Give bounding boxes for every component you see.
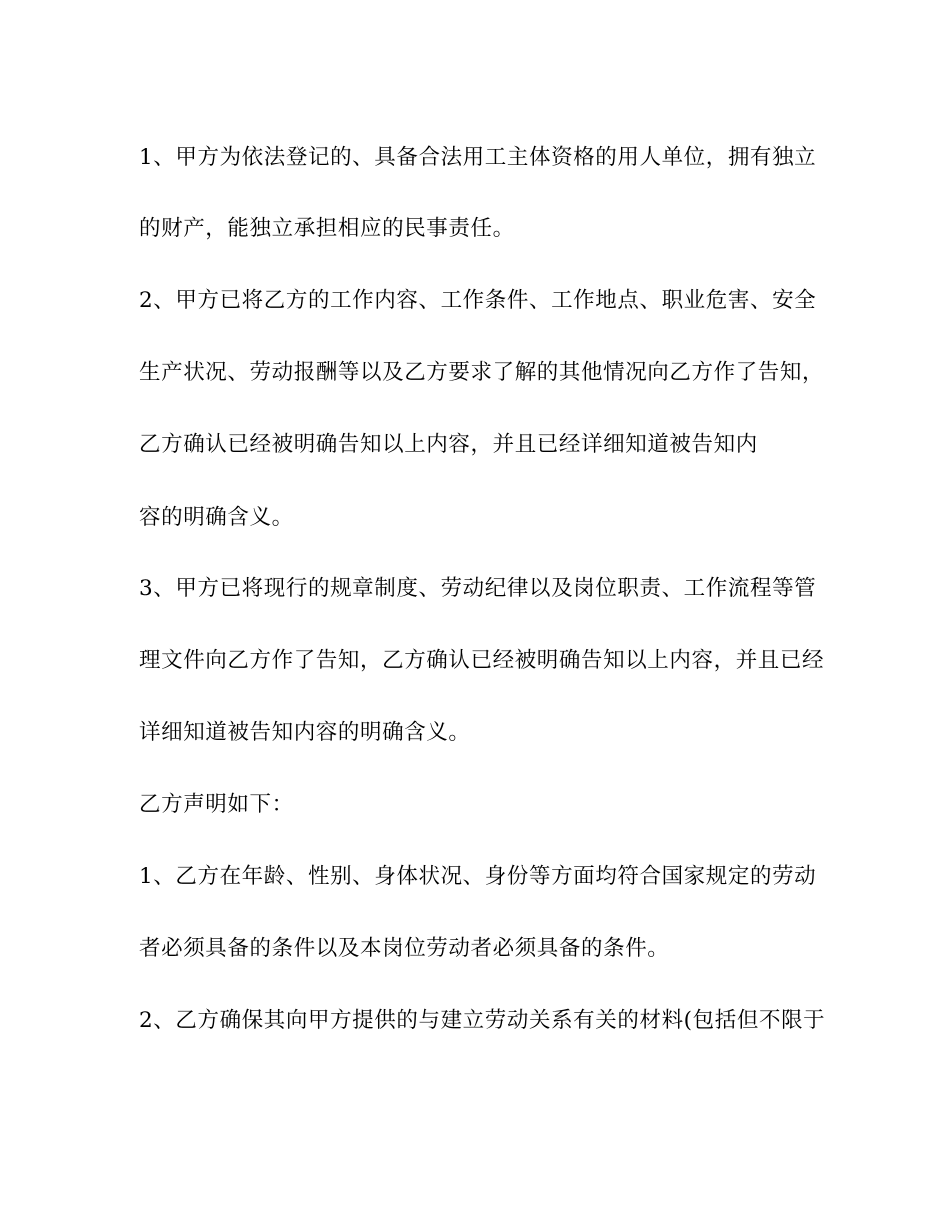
text-line: 详细知道被告知内容的明确含义。 bbox=[139, 720, 471, 745]
text-line: 乙方确认已经被明确告知以上内容，并且已经详细知道被告知内 bbox=[139, 432, 758, 457]
section-heading: 乙方声明如下： bbox=[139, 792, 294, 817]
text-line: 2、乙方确保其向甲方提供的与建立劳动关系有关的材料(包括但不限于 bbox=[139, 1008, 826, 1033]
text-line: 者必须具备的条件以及本岗位劳动者必须具备的条件。 bbox=[139, 936, 670, 961]
text-line: 生产状况、劳动报酬等以及乙方要求了解的其他情况向乙方作了告知， bbox=[139, 360, 825, 385]
text-line: 的财产，能独立承担相应的民事责任。 bbox=[139, 216, 515, 241]
text-line: 1、乙方在年龄、性别、身体状况、身份等方面均符合国家规定的劳动 bbox=[139, 864, 817, 889]
text-line: 1、甲方为依法登记的、具备合法用工主体资格的用人单位，拥有独立 bbox=[139, 145, 817, 170]
text-line: 容的明确含义。 bbox=[139, 505, 294, 530]
text-line: 2、甲方已将乙方的工作内容、工作条件、工作地点、职业危害、安全 bbox=[139, 288, 817, 313]
text-line: 理文件向乙方作了告知，乙方确认已经被明确告知以上内容，并且已经 bbox=[139, 648, 825, 673]
text-line: 3、甲方已将现行的规章制度、劳动纪律以及岗位职责、工作流程等管 bbox=[139, 576, 817, 601]
